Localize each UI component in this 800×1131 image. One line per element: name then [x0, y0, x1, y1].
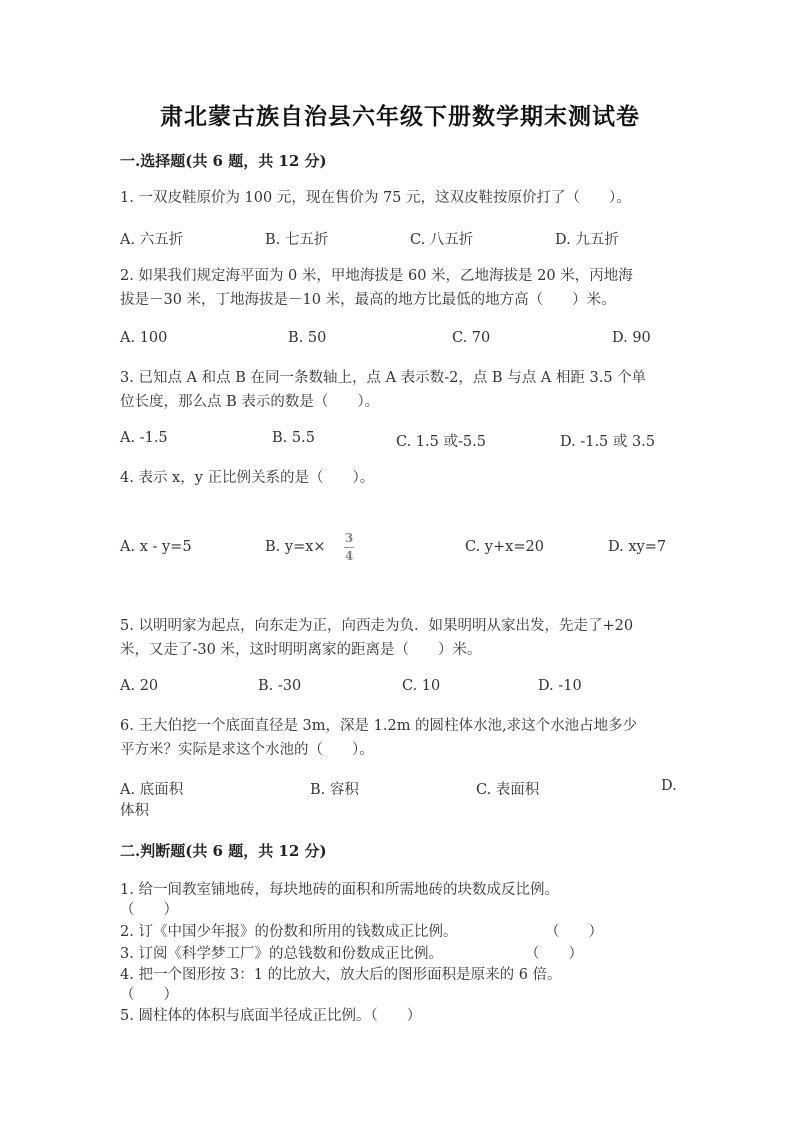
judge-1-paren: （ ）	[120, 902, 178, 918]
q5-option-c: C. 10	[402, 678, 441, 694]
q4-option-d: D. xy=7	[608, 539, 667, 555]
q4-option-b-fraction	[344, 532, 354, 563]
q6-option-d: D.	[661, 778, 677, 794]
question-1: 1. 一双皮鞋原价为 100 元，现在售价为 75 元，这双皮鞋按原价打了（ ）。	[120, 190, 631, 206]
section-heading-choice: 一.选择题(共 6 题，共 12 分)	[120, 152, 327, 170]
q2-option-b: B. 50	[288, 330, 327, 346]
fraction-bar	[344, 547, 354, 548]
judge-2-paren: （ ）	[545, 924, 603, 940]
q5-option-d: D. -10	[538, 678, 582, 694]
q4-option-a: A. x - y=5	[120, 539, 192, 555]
fraction-numerator: 3	[344, 531, 354, 545]
judge-1: 1. 给一间教室铺地砖，每块地砖的面积和所需地砖的块数成反比例。	[120, 882, 559, 898]
question-3-line-2: 位长度，那么点 B 表示的数是（ ）。	[120, 394, 380, 410]
q2-option-d: D. 90	[612, 330, 651, 346]
question-2-line-1: 2. 如果我们规定海平面为 0 米，甲地海拔是 60 米，乙地海拔是 20 米，丙地海	[120, 268, 633, 284]
question-5-line-1: 5. 以明明家为起点，向东走为正，向西走为负．如果明明从家出发，先走了+20	[120, 618, 634, 634]
question-2-line-2: 拔是－30 米，丁地海拔是－10 米，最高的地方比最低的地方高（ ）米。	[120, 292, 616, 308]
q1-option-b: B. 七五折	[265, 232, 329, 248]
judge-3-paren: （ ）	[525, 946, 583, 962]
q2-option-c: C. 70	[452, 330, 491, 346]
question-6-line-2: 平方米？实际是求这个水池的（ ）。	[120, 742, 374, 758]
q4-option-b: B. y=x×	[265, 539, 326, 555]
q6-option-c: C. 表面积	[476, 782, 540, 798]
q3-option-d: D. -1.5 或 3.5	[560, 434, 656, 450]
judge-4: 4. 把一个图形按 3：1 的比放大，放大后的图形面积是原来的 6 倍。	[120, 967, 562, 983]
section-heading-judge: 二.判断题(共 6 题，共 12 分)	[120, 842, 327, 860]
q1-option-c: C. 八五折	[410, 232, 474, 248]
judge-3: 3. 订阅《科学梦工厂》的总钱数和份数成正比例。	[120, 946, 443, 962]
q3-option-a: A. -1.5	[120, 430, 168, 446]
judge-2: 2. 订《中国少年报》的份数和所用的钱数成正比例。	[120, 924, 458, 940]
q1-option-a: A. 六五折	[120, 232, 184, 248]
q4-option-c: C. y+x=20	[465, 539, 544, 555]
q1-option-d: D. 九五折	[555, 232, 619, 248]
judge-5: 5. 圆柱体的体积与底面半径成正比例。（ ）	[120, 1008, 422, 1024]
q3-option-b: B. 5.5	[272, 430, 315, 446]
question-5-line-2: 米，又走了-30 米，这时明明离家的距离是（ ）米。	[120, 642, 482, 658]
page-title: 肃北蒙古族自治县六年级下册数学期末测试卷	[160, 103, 640, 130]
q5-option-b: B. -30	[258, 678, 302, 694]
q6-option-a: A. 底面积	[120, 782, 184, 798]
fraction-denominator: 4	[344, 549, 354, 563]
q6-option-b: B. 容积	[310, 782, 359, 798]
q2-option-a: A. 100	[120, 330, 168, 346]
q3-option-c: C. 1.5 或-5.5	[396, 434, 486, 450]
q6-option-d-wrap: 体积	[120, 803, 149, 819]
question-6-line-1: 6. 王大伯挖一个底面直径是 3m，深是 1.2m 的圆柱体水池,求这个水池占地多少	[120, 718, 638, 734]
question-4: 4. 表示 x，y 正比例关系的是（ ）。	[120, 470, 375, 486]
question-3-line-1: 3. 已知点 A 和点 B 在同一条数轴上，点 A 表示数-2，点 B 与点 A 相距 3.5 个单	[120, 370, 647, 386]
q5-option-a: A. 20	[120, 678, 159, 694]
judge-4-paren: （ ）	[120, 987, 178, 1003]
